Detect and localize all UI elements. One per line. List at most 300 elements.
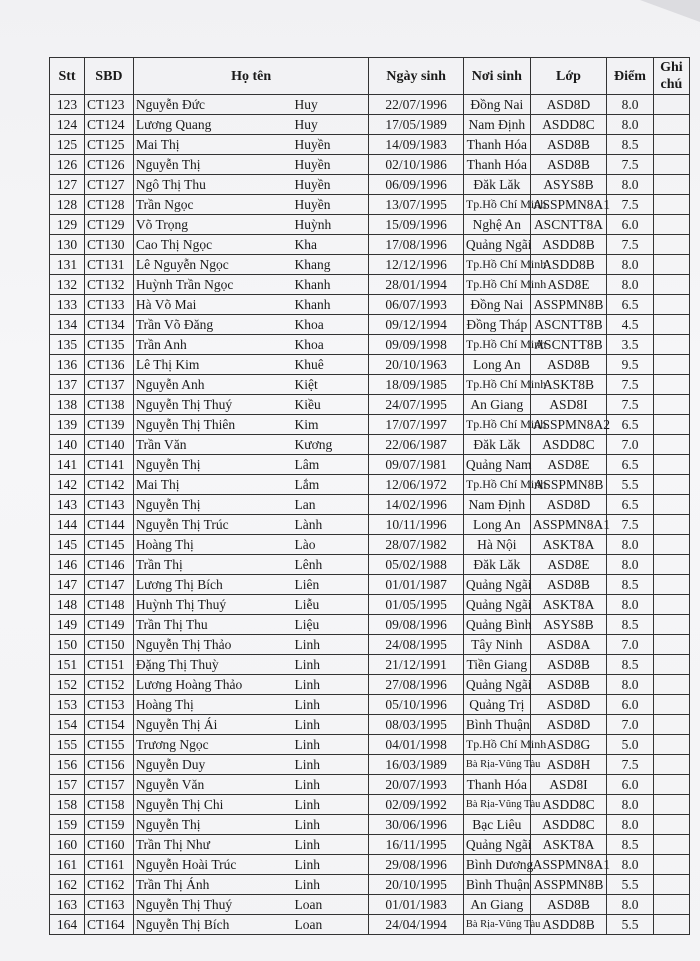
- cell-first-name: Linh: [293, 835, 369, 855]
- cell-score: 8.5: [607, 575, 654, 595]
- cell-sbd: CT151: [85, 655, 134, 675]
- cell-dob: 22/07/1996: [369, 95, 463, 115]
- cell-pob: Bình Dương: [463, 855, 530, 875]
- cell-class: ASD8B: [530, 575, 606, 595]
- cell-dob: 02/10/1986: [369, 155, 463, 175]
- cell-sbd: CT131: [85, 255, 134, 275]
- cell-score: 8.0: [607, 535, 654, 555]
- cell-sbd: CT134: [85, 315, 134, 335]
- cell-pob: Tp.Hồ Chí Minh: [463, 475, 530, 495]
- cell-stt: 143: [50, 495, 85, 515]
- cell-pob: Quảng Ngãi: [463, 675, 530, 695]
- cell-stt: 138: [50, 395, 85, 415]
- cell-last-name: Nguyễn Thị: [133, 455, 292, 475]
- cell-stt: 152: [50, 675, 85, 695]
- cell-stt: 135: [50, 335, 85, 355]
- cell-last-name: Nguyễn Duy: [133, 755, 292, 775]
- table-row: [50, 475, 690, 495]
- cell-pob: Quảng Ngãi: [463, 575, 530, 595]
- cell-dob: 15/09/1996: [369, 215, 463, 235]
- cell-first-name: Huỳnh: [293, 215, 369, 235]
- cell-class: ASCNTT8B: [530, 335, 606, 355]
- cell-sbd: CT135: [85, 335, 134, 355]
- cell-score: 5.5: [607, 915, 654, 935]
- cell-note: [653, 495, 689, 515]
- cell-class: ASDD8C: [530, 795, 606, 815]
- table-header-row: [50, 58, 690, 95]
- cell-pob: Thanh Hóa: [463, 775, 530, 795]
- cell-class: ASD8B: [530, 655, 606, 675]
- table-body: [50, 95, 690, 935]
- cell-score: 7.0: [607, 635, 654, 655]
- cell-score: 8.5: [607, 655, 654, 675]
- cell-first-name: Liệu: [293, 615, 369, 635]
- table-row: [50, 155, 690, 175]
- cell-first-name: Linh: [293, 635, 369, 655]
- cell-dob: 09/07/1981: [369, 455, 463, 475]
- cell-stt: 163: [50, 895, 85, 915]
- cell-sbd: CT147: [85, 575, 134, 595]
- cell-pob: Đồng Nai: [463, 95, 530, 115]
- cell-sbd: CT126: [85, 155, 134, 175]
- cell-note: [653, 535, 689, 555]
- cell-dob: 20/07/1993: [369, 775, 463, 795]
- cell-class: ASKT8A: [530, 835, 606, 855]
- table-row: [50, 175, 690, 195]
- cell-pob: Tp.Hồ Chí Minh: [463, 275, 530, 295]
- cell-score: 7.5: [607, 235, 654, 255]
- cell-class: ASD8D: [530, 495, 606, 515]
- cell-dob: 18/09/1985: [369, 375, 463, 395]
- cell-pob: Bạc Liêu: [463, 815, 530, 835]
- cell-note: [653, 655, 689, 675]
- cell-sbd: CT160: [85, 835, 134, 855]
- cell-first-name: Kim: [293, 415, 369, 435]
- cell-pob: Tp.Hồ Chí Minh: [463, 195, 530, 215]
- cell-stt: 126: [50, 155, 85, 175]
- cell-pob: Long An: [463, 355, 530, 375]
- table-row: [50, 615, 690, 635]
- cell-first-name: Huyền: [293, 155, 369, 175]
- table-row: [50, 775, 690, 795]
- cell-class: ASDD8C: [530, 435, 606, 455]
- cell-sbd: CT164: [85, 915, 134, 935]
- cell-note: [653, 255, 689, 275]
- table-row: [50, 875, 690, 895]
- cell-score: 7.5: [607, 195, 654, 215]
- cell-last-name: Nguyễn Thị Thiên: [133, 415, 292, 435]
- cell-note: [653, 435, 689, 455]
- cell-class: ASD8A: [530, 635, 606, 655]
- cell-note: [653, 695, 689, 715]
- cell-note: [653, 735, 689, 755]
- cell-note: [653, 415, 689, 435]
- cell-pob: Bà Rịa-Vũng Tàu: [463, 795, 530, 815]
- cell-stt: 158: [50, 795, 85, 815]
- cell-stt: 160: [50, 835, 85, 855]
- cell-class: ASSPMN8A1: [530, 515, 606, 535]
- cell-last-name: Hoàng Thị: [133, 695, 292, 715]
- table-row: [50, 515, 690, 535]
- cell-class: ASDD8C: [530, 815, 606, 835]
- cell-dob: 06/09/1996: [369, 175, 463, 195]
- cell-last-name: Mai Thị: [133, 135, 292, 155]
- cell-last-name: Nguyễn Văn: [133, 775, 292, 795]
- cell-stt: 149: [50, 615, 85, 635]
- cell-score: 8.0: [607, 175, 654, 195]
- cell-stt: 125: [50, 135, 85, 155]
- cell-class: ASSPMN8A2: [530, 415, 606, 435]
- cell-sbd: CT150: [85, 635, 134, 655]
- table-row: [50, 275, 690, 295]
- cell-sbd: CT146: [85, 555, 134, 575]
- cell-score: 8.0: [607, 795, 654, 815]
- cell-last-name: Lương Hoàng Thảo: [133, 675, 292, 695]
- cell-sbd: CT157: [85, 775, 134, 795]
- cell-pob: Tp.Hồ Chí Minh: [463, 255, 530, 275]
- cell-dob: 29/08/1996: [369, 855, 463, 875]
- cell-first-name: Kiệt: [293, 375, 369, 395]
- table-row: [50, 215, 690, 235]
- cell-class: ASD8B: [530, 895, 606, 915]
- cell-pob: Đăk Lăk: [463, 555, 530, 575]
- cell-last-name: Trần Thị Thu: [133, 615, 292, 635]
- cell-pob: Tiền Giang: [463, 655, 530, 675]
- table-row: [50, 795, 690, 815]
- cell-note: [653, 215, 689, 235]
- cell-last-name: Hà Võ Mai: [133, 295, 292, 315]
- table-row: [50, 855, 690, 875]
- cell-score: 7.5: [607, 755, 654, 775]
- cell-last-name: Đặng Thị Thuỳ: [133, 655, 292, 675]
- header-ngay-sinh: Ngày sinh: [369, 58, 463, 95]
- cell-last-name: Nguyễn Thị Trúc: [133, 515, 292, 535]
- cell-first-name: Linh: [293, 815, 369, 835]
- cell-first-name: Khoa: [293, 335, 369, 355]
- cell-sbd: CT152: [85, 675, 134, 695]
- cell-dob: 16/03/1989: [369, 755, 463, 775]
- cell-stt: 146: [50, 555, 85, 575]
- header-sbd: SBD: [85, 58, 134, 95]
- cell-sbd: CT156: [85, 755, 134, 775]
- cell-note: [653, 115, 689, 135]
- cell-note: [653, 815, 689, 835]
- header-noi-sinh: Nơi sinh: [463, 58, 530, 95]
- cell-stt: 141: [50, 455, 85, 475]
- cell-stt: 137: [50, 375, 85, 395]
- cell-last-name: Trần Thị: [133, 555, 292, 575]
- table-row: [50, 355, 690, 375]
- cell-stt: 148: [50, 595, 85, 615]
- cell-note: [653, 135, 689, 155]
- cell-pob: Đăk Lăk: [463, 175, 530, 195]
- cell-last-name: Lê Nguyễn Ngọc: [133, 255, 292, 275]
- cell-note: [653, 875, 689, 895]
- table-row: [50, 195, 690, 215]
- cell-note: [653, 195, 689, 215]
- cell-score: 7.5: [607, 155, 654, 175]
- cell-stt: 130: [50, 235, 85, 255]
- cell-last-name: Nguyễn Hoài Trúc: [133, 855, 292, 875]
- cell-pob: Quảng Bình: [463, 615, 530, 635]
- cell-note: [653, 575, 689, 595]
- cell-note: [653, 315, 689, 335]
- cell-last-name: Hoàng Thị: [133, 535, 292, 555]
- cell-score: 8.5: [607, 135, 654, 155]
- cell-sbd: CT162: [85, 875, 134, 895]
- cell-class: ASSPMN8A1: [530, 195, 606, 215]
- table-row: [50, 375, 690, 395]
- cell-class: ASD8G: [530, 735, 606, 755]
- cell-first-name: Lắm: [293, 475, 369, 495]
- table-row: [50, 735, 690, 755]
- cell-first-name: Huyền: [293, 175, 369, 195]
- cell-score: 4.5: [607, 315, 654, 335]
- cell-stt: 161: [50, 855, 85, 875]
- cell-class: ASD8I: [530, 395, 606, 415]
- cell-last-name: Trần Thị Ánh: [133, 875, 292, 895]
- cell-class: ASYS8B: [530, 615, 606, 635]
- cell-pob: Bà Rịa-Vũng Tàu: [463, 755, 530, 775]
- cell-last-name: Nguyễn Thị Chi: [133, 795, 292, 815]
- cell-dob: 14/02/1996: [369, 495, 463, 515]
- table-row: [50, 635, 690, 655]
- cell-stt: 159: [50, 815, 85, 835]
- cell-dob: 06/07/1993: [369, 295, 463, 315]
- cell-score: 7.5: [607, 515, 654, 535]
- cell-score: 5.5: [607, 875, 654, 895]
- cell-dob: 30/06/1996: [369, 815, 463, 835]
- cell-score: 7.5: [607, 395, 654, 415]
- cell-note: [653, 235, 689, 255]
- cell-note: [653, 795, 689, 815]
- cell-pob: Quảng Ngãi: [463, 235, 530, 255]
- cell-last-name: Cao Thị Ngọc: [133, 235, 292, 255]
- cell-first-name: Lênh: [293, 555, 369, 575]
- table-row: [50, 415, 690, 435]
- table-row: [50, 595, 690, 615]
- cell-first-name: Khang: [293, 255, 369, 275]
- cell-last-name: Huỳnh Thị Thuý: [133, 595, 292, 615]
- cell-note: [653, 295, 689, 315]
- cell-class: ASYS8B: [530, 175, 606, 195]
- table-row: [50, 395, 690, 415]
- cell-pob: Tp.Hồ Chí Minh: [463, 335, 530, 355]
- cell-first-name: Linh: [293, 695, 369, 715]
- cell-last-name: Nguyễn Thị: [133, 155, 292, 175]
- cell-score: 6.0: [607, 695, 654, 715]
- cell-pob: Nam Định: [463, 115, 530, 135]
- cell-first-name: Khuê: [293, 355, 369, 375]
- cell-first-name: Kương: [293, 435, 369, 455]
- cell-sbd: CT149: [85, 615, 134, 635]
- cell-class: ASD8B: [530, 675, 606, 695]
- cell-pob: Thanh Hóa: [463, 155, 530, 175]
- cell-class: ASCNTT8A: [530, 215, 606, 235]
- header-diem: Điểm: [607, 58, 654, 95]
- cell-sbd: CT128: [85, 195, 134, 215]
- cell-stt: 136: [50, 355, 85, 375]
- cell-sbd: CT123: [85, 95, 134, 115]
- table-row: [50, 95, 690, 115]
- cell-first-name: Huyền: [293, 135, 369, 155]
- cell-stt: 153: [50, 695, 85, 715]
- table-row: [50, 815, 690, 835]
- cell-first-name: Kiều: [293, 395, 369, 415]
- cell-pob: Tp.Hồ Chí Minh: [463, 735, 530, 755]
- cell-class: ASDD8B: [530, 235, 606, 255]
- table-row: [50, 335, 690, 355]
- cell-class: ASDD8B: [530, 255, 606, 275]
- cell-last-name: Nguyễn Anh: [133, 375, 292, 395]
- cell-sbd: CT141: [85, 455, 134, 475]
- cell-stt: 156: [50, 755, 85, 775]
- cell-class: ASDD8C: [530, 115, 606, 135]
- cell-dob: 09/12/1994: [369, 315, 463, 335]
- cell-dob: 20/10/1995: [369, 875, 463, 895]
- cell-score: 3.5: [607, 335, 654, 355]
- cell-first-name: Huyền: [293, 195, 369, 215]
- cell-dob: 01/05/1995: [369, 595, 463, 615]
- cell-class: ASD8E: [530, 555, 606, 575]
- cell-pob: Thanh Hóa: [463, 135, 530, 155]
- cell-sbd: CT159: [85, 815, 134, 835]
- cell-score: 7.0: [607, 715, 654, 735]
- cell-last-name: Nguyễn Thị: [133, 815, 292, 835]
- cell-note: [653, 915, 689, 935]
- cell-first-name: Loan: [293, 915, 369, 935]
- cell-dob: 12/12/1996: [369, 255, 463, 275]
- table-row: [50, 315, 690, 335]
- cell-dob: 09/09/1998: [369, 335, 463, 355]
- cell-note: [653, 155, 689, 175]
- cell-dob: 05/02/1988: [369, 555, 463, 575]
- cell-stt: 155: [50, 735, 85, 755]
- cell-stt: 140: [50, 435, 85, 455]
- cell-last-name: Huỳnh Trần Ngọc: [133, 275, 292, 295]
- cell-stt: 132: [50, 275, 85, 295]
- cell-first-name: Linh: [293, 675, 369, 695]
- cell-class: ASD8E: [530, 455, 606, 475]
- cell-pob: Quảng Ngãi: [463, 595, 530, 615]
- cell-pob: Nam Định: [463, 495, 530, 515]
- cell-class: ASSPMN8B: [530, 875, 606, 895]
- cell-class: ASD8E: [530, 275, 606, 295]
- cell-last-name: Mai Thị: [133, 475, 292, 495]
- cell-first-name: Loan: [293, 895, 369, 915]
- cell-pob: Quảng Ngãi: [463, 835, 530, 855]
- cell-first-name: Khanh: [293, 295, 369, 315]
- cell-stt: 154: [50, 715, 85, 735]
- cell-class: ASCNTT8B: [530, 315, 606, 335]
- cell-sbd: CT158: [85, 795, 134, 815]
- cell-last-name: Lê Thị Kim: [133, 355, 292, 375]
- table-row: [50, 235, 690, 255]
- cell-sbd: CT154: [85, 715, 134, 735]
- cell-last-name: Ngô Thị Thu: [133, 175, 292, 195]
- table-row: [50, 575, 690, 595]
- cell-sbd: CT140: [85, 435, 134, 455]
- cell-first-name: Khoa: [293, 315, 369, 335]
- cell-pob: Nghệ An: [463, 215, 530, 235]
- cell-pob: Đồng Nai: [463, 295, 530, 315]
- cell-score: 8.0: [607, 895, 654, 915]
- cell-last-name: Trương Ngọc: [133, 735, 292, 755]
- cell-stt: 133: [50, 295, 85, 315]
- cell-pob: An Giang: [463, 895, 530, 915]
- cell-sbd: CT132: [85, 275, 134, 295]
- cell-stt: 150: [50, 635, 85, 655]
- cell-note: [653, 635, 689, 655]
- cell-stt: 144: [50, 515, 85, 535]
- cell-dob: 17/08/1996: [369, 235, 463, 255]
- cell-note: [653, 395, 689, 415]
- cell-last-name: Trần Thị Như: [133, 835, 292, 855]
- cell-pob: Long An: [463, 515, 530, 535]
- cell-score: 5.5: [607, 475, 654, 495]
- cell-last-name: Trần Võ Đăng: [133, 315, 292, 335]
- cell-sbd: CT161: [85, 855, 134, 875]
- cell-sbd: CT125: [85, 135, 134, 155]
- cell-sbd: CT138: [85, 395, 134, 415]
- cell-score: 6.5: [607, 495, 654, 515]
- cell-score: 8.0: [607, 255, 654, 275]
- cell-score: 6.0: [607, 775, 654, 795]
- header-ghi-chu: Ghi chú: [653, 58, 689, 95]
- table-row: [50, 555, 690, 575]
- cell-sbd: CT139: [85, 415, 134, 435]
- exam-results-table: [49, 57, 690, 935]
- cell-stt: 131: [50, 255, 85, 275]
- cell-pob: Đồng Tháp: [463, 315, 530, 335]
- cell-pob: Bình Thuận: [463, 875, 530, 895]
- header-stt: Stt: [50, 58, 85, 95]
- cell-dob: 24/07/1995: [369, 395, 463, 415]
- cell-first-name: Linh: [293, 875, 369, 895]
- cell-class: ASKT8B: [530, 375, 606, 395]
- cell-stt: 157: [50, 775, 85, 795]
- cell-score: 6.5: [607, 455, 654, 475]
- cell-dob: 12/06/1972: [369, 475, 463, 495]
- cell-pob: Quảng Trị: [463, 695, 530, 715]
- cell-class: ASKT8A: [530, 595, 606, 615]
- table-row: [50, 895, 690, 915]
- cell-first-name: Linh: [293, 855, 369, 875]
- cell-score: 7.5: [607, 375, 654, 395]
- cell-note: [653, 595, 689, 615]
- cell-score: 8.5: [607, 615, 654, 635]
- cell-first-name: Linh: [293, 775, 369, 795]
- cell-sbd: CT129: [85, 215, 134, 235]
- cell-score: 5.0: [607, 735, 654, 755]
- cell-stt: 128: [50, 195, 85, 215]
- cell-dob: 04/01/1998: [369, 735, 463, 755]
- cell-last-name: Trần Anh: [133, 335, 292, 355]
- cell-last-name: Lương Thị Bích: [133, 575, 292, 595]
- cell-dob: 17/07/1997: [369, 415, 463, 435]
- cell-dob: 28/01/1994: [369, 275, 463, 295]
- cell-last-name: Nguyễn Thị Ái: [133, 715, 292, 735]
- cell-note: [653, 515, 689, 535]
- cell-stt: 124: [50, 115, 85, 135]
- cell-dob: 21/12/1991: [369, 655, 463, 675]
- cell-sbd: CT130: [85, 235, 134, 255]
- cell-note: [653, 895, 689, 915]
- cell-class: ASD8H: [530, 755, 606, 775]
- table-row: [50, 715, 690, 735]
- cell-class: ASSPMN8A1: [530, 855, 606, 875]
- cell-sbd: CT163: [85, 895, 134, 915]
